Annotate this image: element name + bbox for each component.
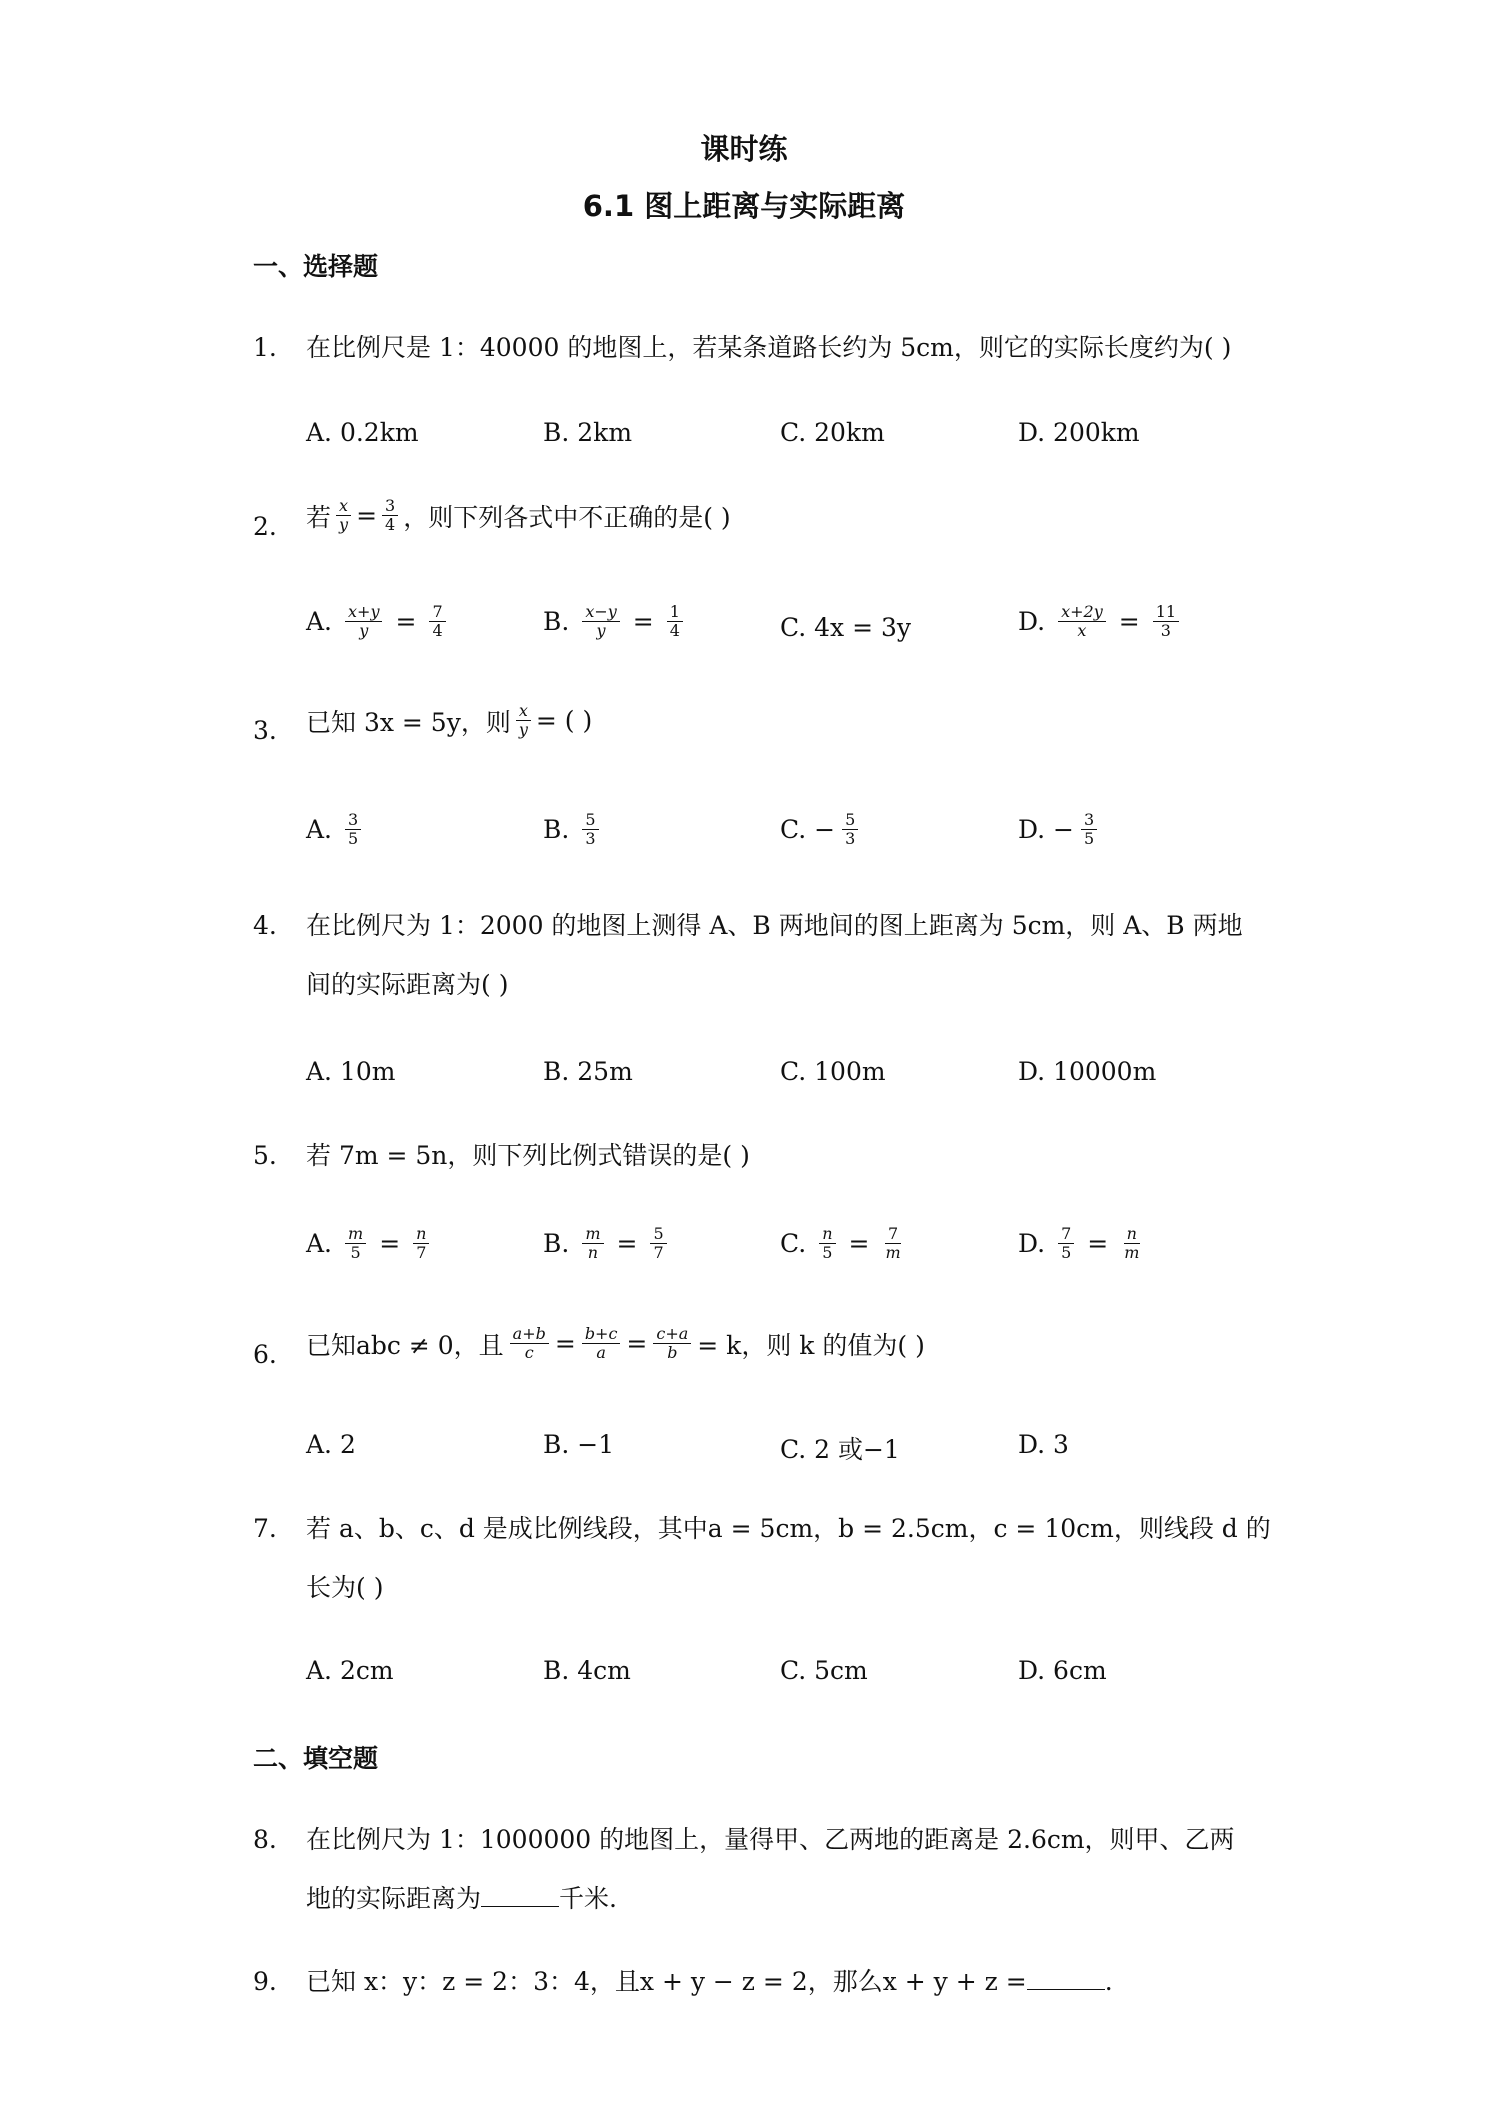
option-a: A. 10m — [306, 1057, 396, 1086]
option-a: A. 2 — [306, 1430, 356, 1459]
option-a: A. $\frac{x+y}{y}$ = $\frac{7}{4}$ — [306, 603, 449, 640]
question-text: 已知 3x = 5y，则 $\frac{x}{y}$ = ( ) — [306, 701, 593, 739]
option-c: C. 100m — [780, 1057, 886, 1086]
option-c: C. − $\frac{5}{3}$ — [780, 811, 861, 848]
option-d: D. $\frac{x+2y}{x}$ = $\frac{11}{3}$ — [1018, 603, 1182, 640]
question-number: 7. — [253, 1514, 277, 1543]
question-text: 在比例尺是 1：40000 的地图上，若某条道路长约为 5cm，则它的实际长度约为( ) — [306, 333, 1232, 362]
option-b: B. 4cm — [543, 1656, 631, 1685]
answer-blank[interactable] — [1027, 1967, 1105, 1990]
section-heading-choice: 一、选择题 — [253, 252, 379, 281]
section-heading-fill: 二、填空题 — [253, 1744, 379, 1773]
option-b: B. $\frac{m}{n}$ = $\frac{5}{7}$ — [543, 1225, 670, 1262]
question-number: 1. — [253, 333, 277, 362]
question-text: 已知 x：y：z = 2：3：4，且x + y − z = 2，那么x + y + z = . — [306, 1967, 1113, 1996]
option-c: C. 2 或−1 — [780, 1435, 900, 1464]
answer-blank[interactable] — [481, 1884, 559, 1907]
option-b: B. $\frac{x-y}{y}$ = $\frac{1}{4}$ — [543, 603, 686, 640]
option-c: C. $\frac{n}{5}$ = $\frac{7}{m}$ — [780, 1224, 901, 1262]
option-c: C. 5cm — [780, 1656, 868, 1685]
option-d: D. 10000m — [1018, 1057, 1157, 1086]
stem-suffix: ，则下列各式中不正确的是( ) — [403, 502, 731, 532]
option-d: D. 6cm — [1018, 1656, 1107, 1685]
option-c: C. 20km — [780, 418, 885, 447]
question-number: 9. — [253, 1967, 277, 1996]
question-number: 3. — [253, 716, 277, 745]
equals-sign: = — [356, 501, 378, 530]
option-b: B. −1 — [543, 1430, 615, 1459]
question-text: 已知abc ≠ 0，且 $\frac{a+b}{c}$ = $\frac{b+c}{a}$ = $\frac{c+a}{b}$ = k，则 k 的值为( ) — [306, 1324, 925, 1362]
option-b: B. 25m — [543, 1057, 633, 1086]
question-text: 若 7m = 5n，则下列比例式错误的是( ) — [306, 1141, 750, 1170]
option-d: D. − $\frac{3}{5}$ — [1018, 811, 1100, 848]
page-title: 课时练 — [700, 132, 788, 166]
stem-prefix: 若 — [306, 502, 332, 532]
page-subtitle: 6.1 图上距离与实际距离 — [582, 189, 906, 223]
option-d: D. $\frac{7}{5}$ = $\frac{n}{m}$ — [1018, 1224, 1140, 1262]
question-text-line1: 若 a、b、c、d 是成比例线段，其中a = 5cm，b = 2.5cm，c = 10cm，则线段 d 的 — [306, 1514, 1271, 1543]
question-text-line2: 长为( ) — [306, 1573, 384, 1602]
fraction: $\frac{x}{y}$ — [336, 497, 351, 534]
question-text-line1: 在比例尺为 1：2000 的地图上测得 A、B 两地间的图上距离为 5cm，则 A、B 两地 — [306, 911, 1243, 940]
question-text-line1: 在比例尺为 1：1000000 的地图上，量得甲、乙两地的距离是 2.6cm，则甲、乙两 — [306, 1825, 1235, 1854]
fraction: $\frac{3}{4}$ — [382, 497, 398, 534]
option-d: D. 3 — [1018, 1430, 1069, 1459]
question-text-line2: 间的实际距离为( ) — [306, 970, 509, 999]
question-number: 5. — [253, 1141, 277, 1170]
question-number: 4. — [253, 911, 277, 940]
question-text-line2: 地的实际距离为 千米. — [306, 1884, 617, 1913]
question-text — [306, 497, 731, 534]
question-number: 8. — [253, 1825, 277, 1854]
option-a: A. $\frac{3}{5}$ — [306, 811, 364, 848]
question-number: 2. — [253, 512, 277, 541]
option-a: A. 0.2km — [306, 418, 419, 447]
option-b: B. $\frac{5}{3}$ — [543, 811, 602, 848]
option-b: B. 2km — [543, 418, 633, 447]
option-a: A. 2cm — [306, 1656, 394, 1685]
option-c: C. 4x = 3y — [780, 613, 912, 642]
question-number: 6. — [253, 1340, 277, 1369]
option-d: D. 200km — [1018, 418, 1140, 447]
option-a: A. $\frac{m}{5}$ = $\frac{n}{7}$ — [306, 1225, 432, 1262]
